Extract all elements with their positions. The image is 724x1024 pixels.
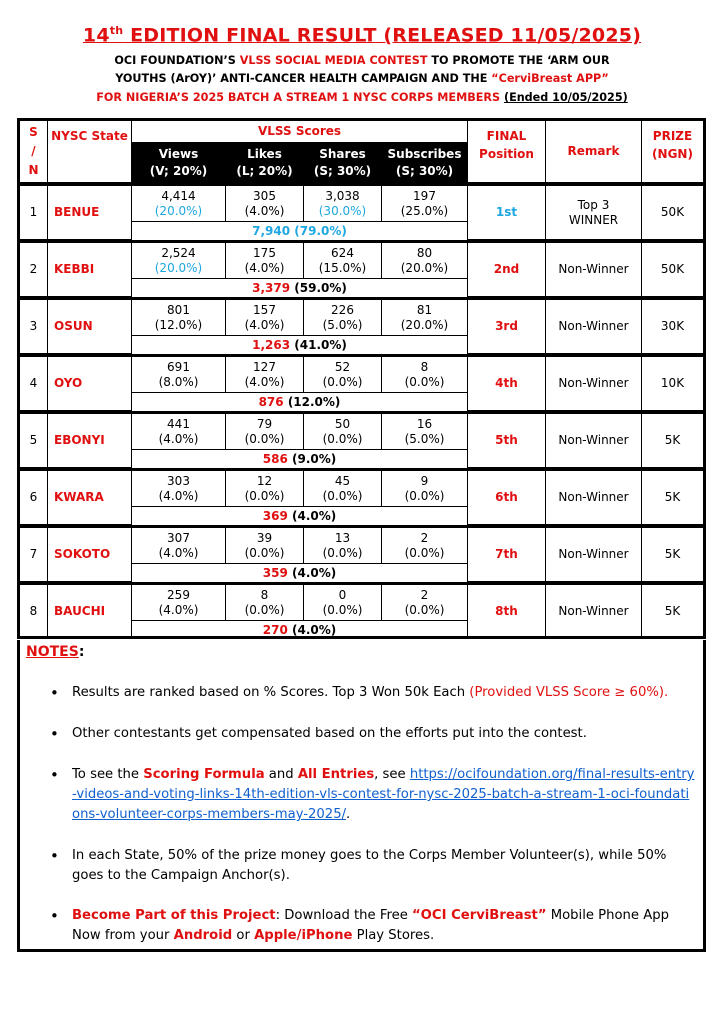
subs-count: 197 bbox=[413, 188, 436, 203]
total-score: 3,379 bbox=[252, 281, 291, 295]
score-cell-subs bbox=[382, 585, 468, 621]
prize-value: 5K bbox=[664, 490, 681, 504]
row-prize bbox=[642, 528, 703, 582]
position-value: 4th bbox=[495, 376, 518, 390]
views-percent: (4.0%) bbox=[158, 545, 199, 560]
shares-count: 0 bbox=[338, 587, 347, 602]
shares-percent: (15.0%) bbox=[318, 260, 367, 275]
shares-count: 624 bbox=[331, 245, 354, 260]
views-percent: (4.0%) bbox=[158, 431, 199, 446]
total-percent: (59.0%) bbox=[294, 281, 347, 295]
row-remark bbox=[546, 471, 642, 525]
total-score: 359 bbox=[262, 566, 288, 580]
score-cell-shares bbox=[304, 243, 382, 279]
score-cell-likes bbox=[226, 186, 304, 222]
views-percent: (4.0%) bbox=[158, 602, 199, 617]
prize-value: 50K bbox=[660, 262, 685, 276]
position-value: 3rd bbox=[495, 319, 518, 333]
total-percent: (4.0%) bbox=[292, 623, 337, 637]
likes-count: 8 bbox=[260, 587, 269, 602]
subtitle-line-3: FOR NIGERIA’S 2025 BATCH A STREAM 1 NYSC CORPS MEMBERS (Ended 10/05/2025) bbox=[96, 91, 628, 104]
row-position bbox=[468, 357, 546, 411]
row-prize bbox=[642, 357, 703, 411]
total-percent: (4.0%) bbox=[292, 566, 337, 580]
shares-count: 226 bbox=[331, 302, 354, 317]
subs-count: 2 bbox=[420, 587, 429, 602]
state-name: EBONYI bbox=[54, 433, 105, 447]
sn-value: 6 bbox=[29, 490, 38, 504]
score-cell-subs bbox=[382, 186, 468, 222]
likes-percent: (4.0%) bbox=[244, 260, 285, 275]
row-total bbox=[132, 222, 468, 240]
position-value: 5th bbox=[495, 433, 518, 447]
score-cell-views bbox=[132, 414, 226, 450]
state-name: SOKOTO bbox=[54, 547, 111, 561]
total-score: 586 bbox=[262, 452, 288, 466]
score-cell-shares bbox=[304, 414, 382, 450]
total-percent: (41.0%) bbox=[294, 338, 347, 352]
views-percent: (12.0%) bbox=[154, 317, 203, 332]
views-percent: (8.0%) bbox=[158, 374, 199, 389]
views-percent: (20.0%) bbox=[154, 260, 203, 275]
likes-percent: (4.0%) bbox=[244, 374, 285, 389]
subs-count: 16 bbox=[416, 416, 433, 431]
row-prize bbox=[642, 186, 703, 240]
shares-count: 45 bbox=[334, 473, 351, 488]
subtitle-line-2: YOUTHS (ArOY)’ ANTI-CANCER HEALTH CAMPAIGN AND THE “CerviBreast APP” bbox=[115, 72, 609, 85]
sn-value: 3 bbox=[29, 319, 38, 333]
row-position bbox=[468, 528, 546, 582]
views-count: 307 bbox=[167, 530, 190, 545]
total-score: 7,940 bbox=[252, 224, 291, 238]
header-subscribes: Subscribes (S; 30%) bbox=[382, 143, 468, 183]
position-value: 8th bbox=[495, 604, 518, 618]
sn-value: 1 bbox=[29, 205, 38, 219]
row-state bbox=[48, 357, 132, 411]
subs-percent: (0.0%) bbox=[404, 602, 445, 617]
score-cell-shares bbox=[304, 186, 382, 222]
score-cell-views bbox=[132, 471, 226, 507]
header-shares: Shares (S; 30%) bbox=[304, 143, 382, 183]
row-total bbox=[132, 279, 468, 297]
row-remark bbox=[546, 186, 642, 240]
sn-value: 7 bbox=[29, 547, 38, 561]
row-sn bbox=[20, 528, 48, 582]
row-total bbox=[132, 336, 468, 354]
score-cell-shares bbox=[304, 300, 382, 336]
subs-count: 2 bbox=[420, 530, 429, 545]
row-total bbox=[132, 621, 468, 639]
shares-percent: (0.0%) bbox=[322, 488, 363, 503]
likes-count: 12 bbox=[256, 473, 273, 488]
state-name: BENUE bbox=[54, 205, 100, 219]
total-percent: (4.0%) bbox=[292, 509, 337, 523]
row-state bbox=[48, 528, 132, 582]
row-remark bbox=[546, 357, 642, 411]
row-position bbox=[468, 186, 546, 240]
row-sn bbox=[20, 414, 48, 468]
prize-value: 5K bbox=[664, 604, 681, 618]
remark-value: Non-Winner bbox=[558, 262, 629, 276]
total-percent: (12.0%) bbox=[287, 395, 341, 409]
remark-value: Non-Winner bbox=[558, 319, 629, 333]
header-vlss: VLSS Scores bbox=[132, 121, 468, 143]
row-position bbox=[468, 585, 546, 639]
page-title: 14th EDITION FINAL RESULT (RELEASED 11/05/2025) bbox=[82, 24, 642, 47]
score-cell-likes bbox=[226, 528, 304, 564]
header-sn: S / N bbox=[20, 121, 48, 183]
shares-count: 52 bbox=[334, 359, 351, 374]
likes-percent: (0.0%) bbox=[244, 488, 285, 503]
score-cell-shares bbox=[304, 585, 382, 621]
row-remark bbox=[546, 243, 642, 297]
score-cell-shares bbox=[304, 528, 382, 564]
total-percent: (79.0%) bbox=[294, 224, 347, 238]
row-state bbox=[48, 243, 132, 297]
shares-count: 13 bbox=[334, 530, 351, 545]
state-name: KWARA bbox=[54, 490, 104, 504]
subs-percent: (0.0%) bbox=[404, 488, 445, 503]
subs-percent: (20.0%) bbox=[400, 260, 449, 275]
subs-percent: (5.0%) bbox=[404, 431, 445, 446]
total-score: 1,263 bbox=[252, 338, 291, 352]
position-value: 6th bbox=[495, 490, 518, 504]
subtitle-line-1: OCI FOUNDATION’S VLSS SOCIAL MEDIA CONTEST TO PROMOTE THE ‘ARM OUR bbox=[114, 54, 610, 67]
row-position bbox=[468, 471, 546, 525]
score-cell-views bbox=[132, 243, 226, 279]
views-count: 4,414 bbox=[161, 188, 196, 203]
row-total bbox=[132, 564, 468, 582]
row-total bbox=[132, 393, 468, 411]
sn-value: 8 bbox=[29, 604, 38, 618]
views-count: 259 bbox=[167, 587, 190, 602]
views-count: 691 bbox=[167, 359, 190, 374]
state-name: BAUCHI bbox=[54, 604, 106, 618]
score-cell-likes bbox=[226, 585, 304, 621]
prize-value: 5K bbox=[664, 433, 681, 447]
note-prize-split: • In each State, 50% of the prize money goes to the Corps Member Volunteer(s), while 50% goes to the Campaign Anchor(s). bbox=[72, 846, 696, 886]
score-cell-subs bbox=[382, 528, 468, 564]
row-state bbox=[48, 471, 132, 525]
subs-count: 9 bbox=[420, 473, 429, 488]
row-sn bbox=[20, 300, 48, 354]
row-total bbox=[132, 450, 468, 468]
score-cell-likes bbox=[226, 243, 304, 279]
row-prize bbox=[642, 414, 703, 468]
total-percent: (9.0%) bbox=[292, 452, 337, 466]
remark-value: Non-Winner bbox=[558, 490, 629, 504]
header-likes: Likes (L; 20%) bbox=[226, 143, 304, 183]
state-name: KEBBI bbox=[54, 262, 95, 276]
likes-count: 175 bbox=[253, 245, 276, 260]
row-state bbox=[48, 186, 132, 240]
state-name: OYO bbox=[54, 376, 83, 390]
score-cell-likes bbox=[226, 471, 304, 507]
total-score: 270 bbox=[262, 623, 288, 637]
likes-percent: (0.0%) bbox=[244, 431, 285, 446]
results-link[interactable]: https://ocifoundation.org/final-results-entry-videos-and-voting-links-14th-edition-vls-contest-for-nysc-2025-batch-a-stream-1-oci-foundations-volunteer-corps-members-may-2025/ bbox=[72, 767, 695, 822]
row-sn bbox=[20, 357, 48, 411]
remark-value: Non-Winner bbox=[558, 604, 629, 618]
row-prize bbox=[642, 243, 703, 297]
row-remark bbox=[546, 414, 642, 468]
subs-count: 81 bbox=[416, 302, 433, 317]
score-cell-views bbox=[132, 300, 226, 336]
views-percent: (4.0%) bbox=[158, 488, 199, 503]
notes-section bbox=[17, 640, 706, 952]
score-cell-likes bbox=[226, 300, 304, 336]
note-compensation: • Other contestants get compensated based on the efforts put into the contest. bbox=[72, 724, 696, 744]
shares-percent: (0.0%) bbox=[322, 431, 363, 446]
results-table bbox=[17, 118, 706, 639]
score-cell-likes bbox=[226, 414, 304, 450]
prize-value: 10K bbox=[660, 376, 685, 390]
sn-value: 2 bbox=[29, 262, 38, 276]
remark-value: Non-Winner bbox=[558, 547, 629, 561]
score-cell-views bbox=[132, 528, 226, 564]
row-state bbox=[48, 300, 132, 354]
sn-value: 4 bbox=[29, 376, 38, 390]
row-position bbox=[468, 414, 546, 468]
score-cell-subs bbox=[382, 243, 468, 279]
row-sn bbox=[20, 471, 48, 525]
row-position bbox=[468, 243, 546, 297]
row-state bbox=[48, 585, 132, 639]
row-total bbox=[132, 507, 468, 525]
score-cell-views bbox=[132, 585, 226, 621]
remark-value: Top 3 bbox=[577, 197, 610, 212]
prize-value: 50K bbox=[660, 205, 685, 219]
shares-percent: (0.0%) bbox=[322, 602, 363, 617]
total-score: 369 bbox=[262, 509, 288, 523]
likes-percent: (0.0%) bbox=[244, 602, 285, 617]
views-count: 441 bbox=[167, 416, 190, 431]
shares-percent: (0.0%) bbox=[322, 545, 363, 560]
likes-count: 127 bbox=[253, 359, 276, 374]
row-prize bbox=[642, 585, 703, 639]
remark-value-2: WINNER bbox=[568, 212, 619, 227]
score-cell-subs bbox=[382, 357, 468, 393]
views-count: 303 bbox=[167, 473, 190, 488]
header-views: Views (V; 20%) bbox=[132, 143, 226, 183]
likes-percent: (4.0%) bbox=[244, 203, 285, 218]
shares-count: 3,038 bbox=[325, 188, 360, 203]
score-cell-shares bbox=[304, 357, 382, 393]
likes-percent: (0.0%) bbox=[244, 545, 285, 560]
likes-count: 157 bbox=[253, 302, 276, 317]
position-value: 1st bbox=[495, 205, 518, 219]
row-remark bbox=[546, 528, 642, 582]
subs-count: 8 bbox=[420, 359, 429, 374]
row-sn bbox=[20, 585, 48, 639]
score-cell-subs bbox=[382, 300, 468, 336]
views-count: 801 bbox=[167, 302, 190, 317]
subs-count: 80 bbox=[416, 245, 433, 260]
prize-value: 30K bbox=[660, 319, 685, 333]
score-cell-views bbox=[132, 186, 226, 222]
score-cell-views bbox=[132, 357, 226, 393]
position-value: 7th bbox=[495, 547, 518, 561]
prize-value: 5K bbox=[664, 547, 681, 561]
row-prize bbox=[642, 471, 703, 525]
sn-value: 5 bbox=[29, 433, 38, 447]
subs-percent: (0.0%) bbox=[404, 545, 445, 560]
score-cell-shares bbox=[304, 471, 382, 507]
row-remark bbox=[546, 300, 642, 354]
header-remark: Remark bbox=[546, 121, 642, 183]
likes-count: 39 bbox=[256, 530, 273, 545]
state-name: OSUN bbox=[54, 319, 93, 333]
views-percent: (20.0%) bbox=[154, 203, 203, 218]
total-score: 876 bbox=[258, 395, 284, 409]
subs-percent: (0.0%) bbox=[404, 374, 445, 389]
shares-percent: (0.0%) bbox=[322, 374, 363, 389]
row-prize bbox=[642, 300, 703, 354]
shares-percent: (5.0%) bbox=[322, 317, 363, 332]
score-cell-subs bbox=[382, 471, 468, 507]
note-download-app: • Become Part of this Project: Download the Free “OCI CerviBreast” Mobile Phone App Now from your Android or Apple/iPhone Play Stores. bbox=[72, 906, 696, 946]
shares-percent: (30.0%) bbox=[318, 203, 367, 218]
row-sn bbox=[20, 186, 48, 240]
row-state bbox=[48, 414, 132, 468]
row-sn bbox=[20, 243, 48, 297]
score-cell-subs bbox=[382, 414, 468, 450]
score-cell-likes bbox=[226, 357, 304, 393]
header-prize: PRIZE (NGN) bbox=[642, 121, 703, 183]
notes-heading: NOTES: bbox=[26, 644, 85, 660]
row-position bbox=[468, 300, 546, 354]
remark-value: Non-Winner bbox=[558, 433, 629, 447]
note-scoring-formula: • To see the Scoring Formula and All Entries, see https://ocifoundation.org/final-results-entry-videos-and-voting-links-14th-edition-vls-contest-for-nysc-2025-batch-a-stream-1-oci-foundations-volunteer-corps-members-may-2025/. bbox=[72, 765, 696, 825]
likes-count: 79 bbox=[256, 416, 273, 431]
header-final-position: FINAL Position bbox=[468, 121, 546, 183]
subs-percent: (20.0%) bbox=[400, 317, 449, 332]
likes-percent: (4.0%) bbox=[244, 317, 285, 332]
position-value: 2nd bbox=[493, 262, 520, 276]
header-state: NYSC State bbox=[48, 121, 132, 183]
shares-count: 50 bbox=[334, 416, 351, 431]
views-count: 2,524 bbox=[161, 245, 196, 260]
likes-count: 305 bbox=[253, 188, 276, 203]
subs-percent: (25.0%) bbox=[400, 203, 449, 218]
remark-value: Non-Winner bbox=[558, 376, 629, 390]
note-ranking: • Results are ranked based on % Scores. Top 3 Won 50k Each (Provided VLSS Score ≥ 60%). bbox=[72, 683, 696, 703]
row-remark bbox=[546, 585, 642, 639]
